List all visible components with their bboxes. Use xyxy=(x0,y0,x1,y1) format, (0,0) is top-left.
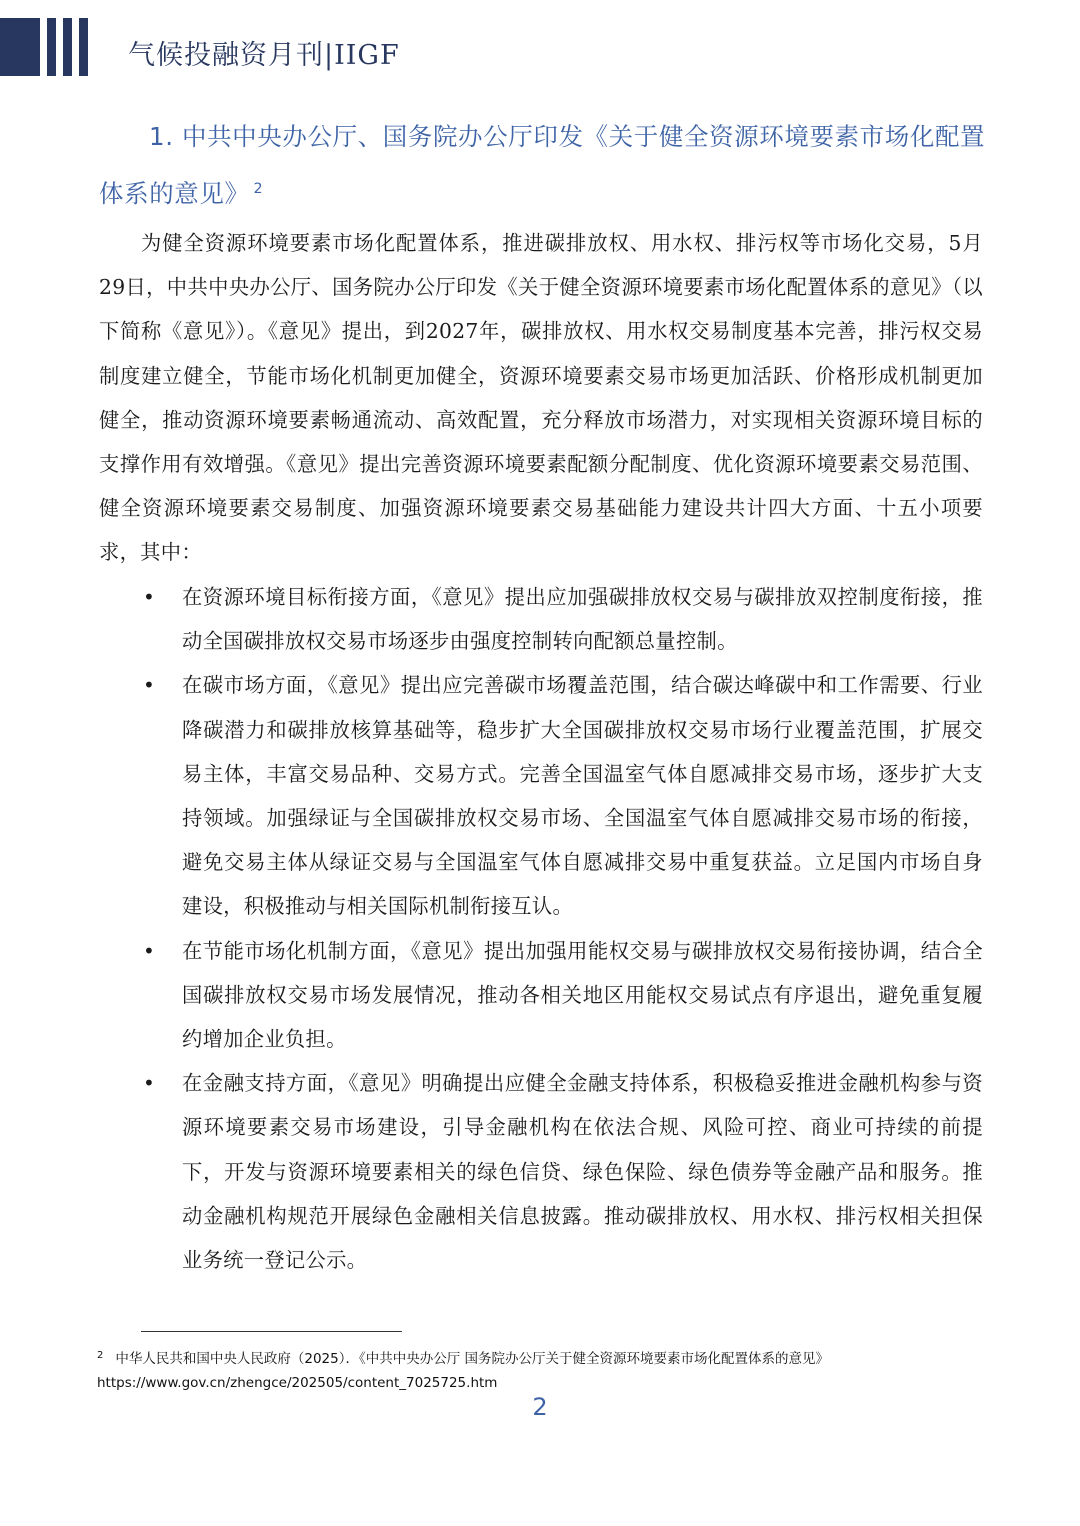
footnote-number: 2 xyxy=(97,1350,104,1361)
section-heading xyxy=(99,108,989,222)
header-logo-bars xyxy=(0,18,88,76)
list-item-text: 在碳市场方面，《意见》提出应完善碳市场覆盖范围，结合碳达峰碳中和工作需要、行业降碳潜力和碳排放核算基础等，稳步扩大全国碳排放权交易市场行业覆盖范围，扩展交易主体，丰富交易品种、交易方式。完善全国温室气体自愿减排交易市场，逐步扩大支持领域。加强绿证与全国碳排放权交易市场、全国温室气体自愿减排交易市场的衔接，避免交易主体从绿证交易与全国温室气体自愿减排交易中重复获益。立足国内市场自身建设，积极推动与相关国际机制衔接互认。 xyxy=(182,673,983,919)
section-heading-text: 1. 中共中央办公厅、国务院办公厅印发《关于健全资源环境要素市场化配置体系的意见》 xyxy=(99,122,986,208)
header-bar-block xyxy=(0,18,40,76)
header-bar-stripe xyxy=(79,18,88,76)
list-item-text: 在资源环境目标衔接方面，《意见》提出应加强碳排放权交易与碳排放双控制度衔接，推动全国碳排放权交易市场逐步由强度控制转向配额总量控制。 xyxy=(182,585,983,654)
bullet-icon: • xyxy=(143,1071,156,1096)
footnote xyxy=(97,1347,997,1395)
list-item xyxy=(99,1061,983,1282)
body-paragraph: 为健全资源环境要素市场化配置体系，推进碳排放权、用水权、排污权等市场化交易，5月29日，中共中央办公厅、国务院办公厅印发《关于健全资源环境要素市场化配置体系的意见》（以下简称《意见》）。《意见》提出，到2027年，碳排放权、用水权交易制度基本完善，排污权交易制度建立健全，节能市场化机制更加健全，资源环境要素交易市场更加活跃、价格形成机制更加健全，推动资源环境要素畅通流动、高效配置，充分释放市场潜力，对实现相关资源环境目标的支撑作用有效增强。《意见》提出完善资源环境要素配额分配制度、优化资源环境要素交易范围、健全资源环境要素交易制度、加强资源环境要素交易基础能力建设共计四大方面、十五小项要求，其中： xyxy=(99,231,983,565)
list-item xyxy=(99,663,983,928)
list-item xyxy=(99,575,983,663)
list-item-text: 在节能市场化机制方面，《意见》提出加强用能权交易与碳排放权交易衔接协调，结合全国碳排放权交易市场发展情况，推动各相关地区用能权交易试点有序退出，避免重复履约增加企业负担。 xyxy=(182,938,983,1052)
requirements-list xyxy=(99,575,983,1282)
bullet-icon: • xyxy=(143,673,156,698)
header-bar-stripe xyxy=(63,18,72,76)
publication-title: 气候投融资月刊|IIGF xyxy=(128,40,400,71)
footnote-citation: 中华人民共和国中央人民政府（2025）．《中共中央办公厅 国务院办公厅关于健全资源环境要素市场化配置体系的意见》 xyxy=(115,1351,830,1367)
bullet-icon: • xyxy=(143,938,156,963)
footnote-reference[interactable]: 2 xyxy=(253,181,264,197)
header-bar-stripe xyxy=(47,18,56,76)
page-number: 2 xyxy=(532,1393,548,1421)
list-item xyxy=(99,929,983,1062)
footnote-divider xyxy=(141,1331,402,1332)
footnote-link[interactable]: https://www.gov.cn/zhengce/202505/content_7025725.htm xyxy=(97,1375,498,1391)
bullet-icon: • xyxy=(143,585,156,609)
list-item-text: 在金融支持方面，《意见》明确提出应健全金融支持体系，积极稳妥推进金融机构参与资源环境要素交易市场建设，引导金融机构在依法合规、风险可控、商业可持续的前提下，开发与资源环境要素相关的绿色信贷、绿色保险、绿色债券等金融产品和服务。推动金融机构规范开展绿色金融相关信息披露。推动碳排放权、用水权、排污权相关担保业务统一登记公示。 xyxy=(182,1071,983,1273)
